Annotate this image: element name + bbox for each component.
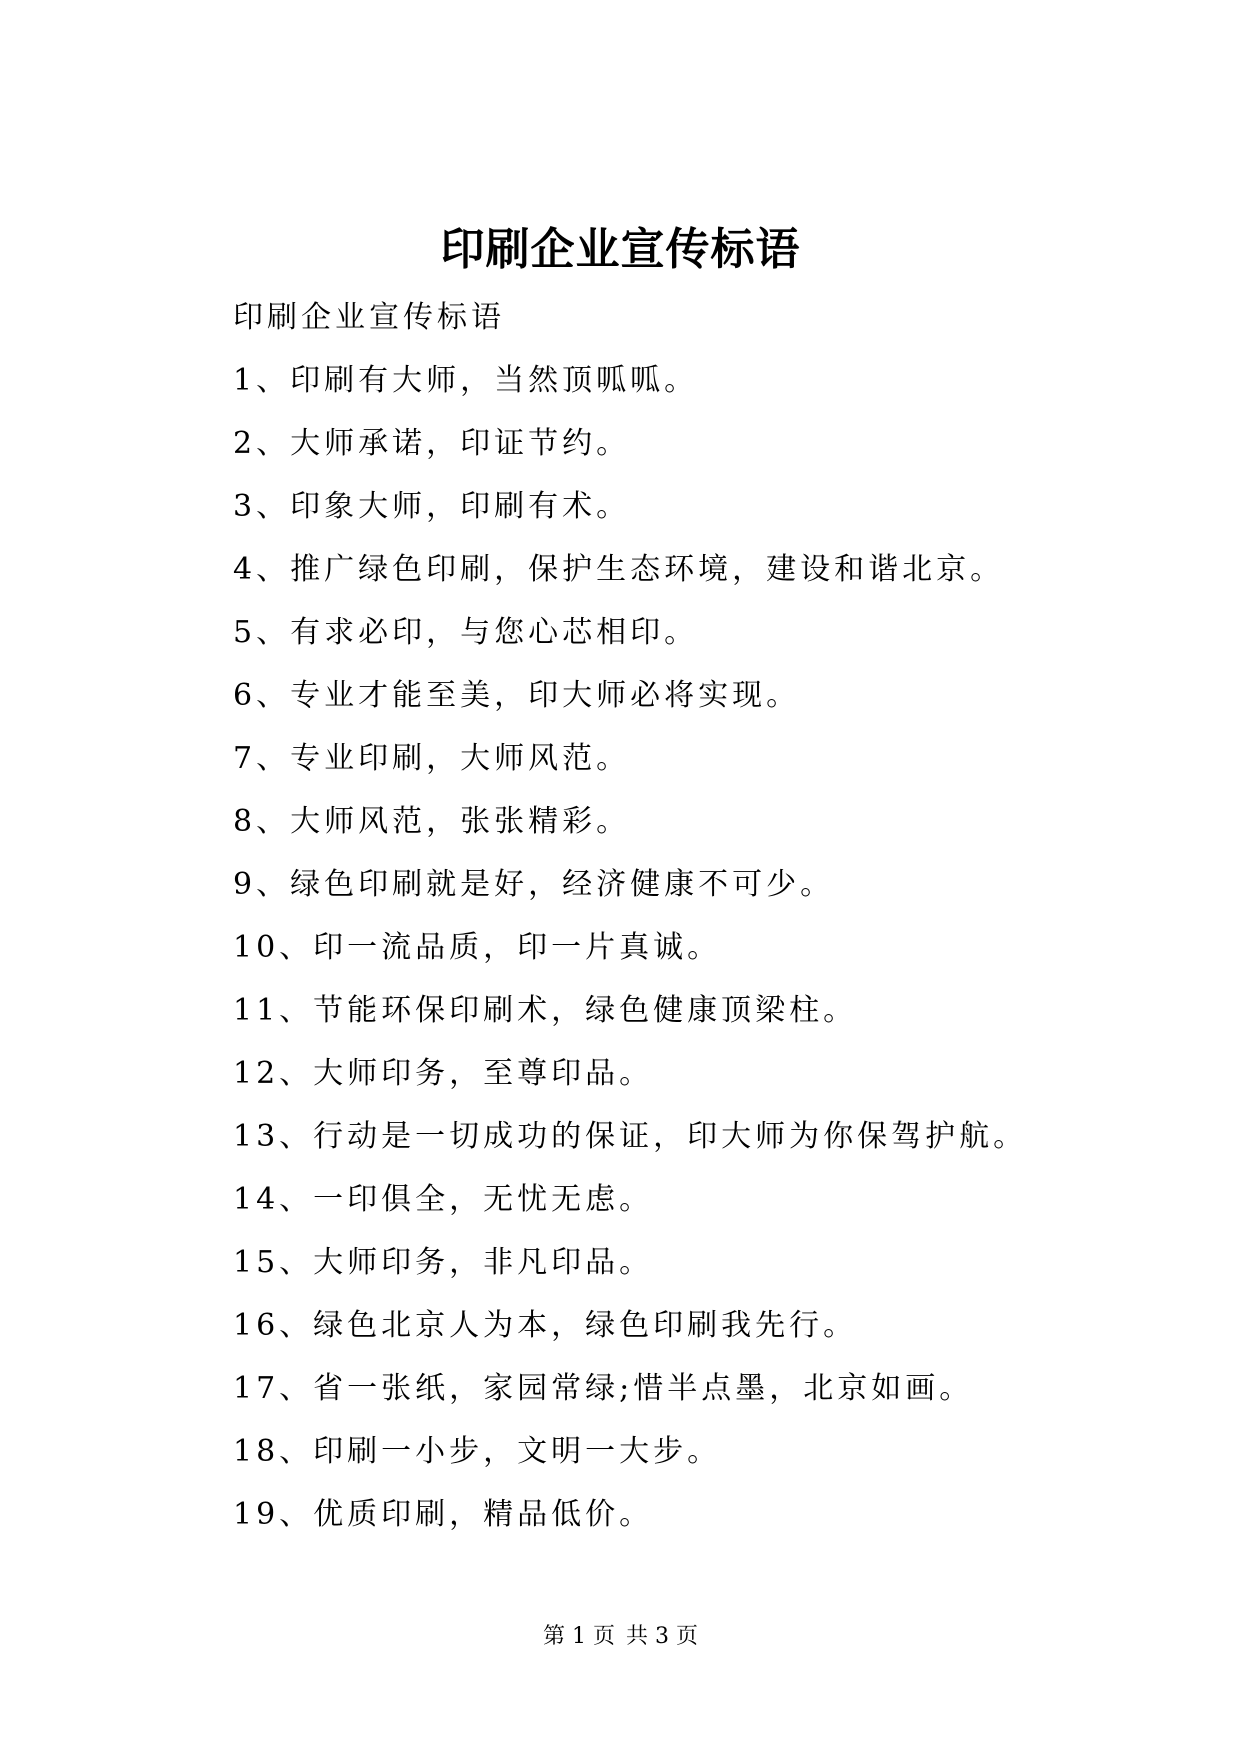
page-footer: [0, 1622, 1241, 1652]
document-title: 印刷企业宣传标语: [440, 224, 801, 275]
slogan-item: 3、印象大师，印刷有术。: [233, 489, 631, 524]
slogan-item: 15、大师印务，非凡印品。: [233, 1245, 654, 1280]
slogan-item: 18、印刷一小步，文明一大步。: [233, 1434, 722, 1469]
slogan-item: 10、印一流品质，印一片真诚。: [233, 930, 722, 965]
page-number: 第 1 页: [543, 1624, 615, 1649]
document-subtitle: 印刷企业宣传标语: [233, 300, 505, 335]
slogan-item: 1、印刷有大师，当然顶呱呱。: [233, 363, 699, 398]
slogan-item: 9、绿色印刷就是好，经济健康不可少。: [233, 867, 835, 902]
slogan-item: 14、一印俱全，无忧无虑。: [233, 1182, 654, 1217]
slogan-item: 12、大师印务，至尊印品。: [233, 1056, 654, 1091]
slogan-item: 8、大师风范，张张精彩。: [233, 804, 631, 839]
slogan-item: 6、专业才能至美，印大师必将实现。: [233, 678, 801, 713]
slogan-item: 16、绿色北京人为本，绿色印刷我先行。: [233, 1308, 858, 1343]
slogan-item: 5、有求必印，与您心芯相印。: [233, 615, 699, 650]
slogan-item: 4、推广绿色印刷，保护生态环境，建设和谐北京。: [233, 552, 1005, 587]
page-total: 共 3 页: [626, 1624, 698, 1649]
slogan-item: 19、优质印刷，精品低价。: [233, 1497, 654, 1532]
slogan-item: 11、节能环保印刷术，绿色健康顶梁柱。: [233, 993, 858, 1028]
slogan-item: 7、专业印刷，大师风范。: [233, 741, 631, 776]
slogan-list: [233, 361, 1027, 1558]
slogan-item: 17、省一张纸，家园常绿;惜半点墨，北京如画。: [233, 1371, 974, 1406]
slogan-item: 2、大师承诺，印证节约。: [233, 426, 631, 461]
slogan-item: 13、行动是一切成功的保证，印大师为你保驾护航。: [233, 1119, 1028, 1154]
